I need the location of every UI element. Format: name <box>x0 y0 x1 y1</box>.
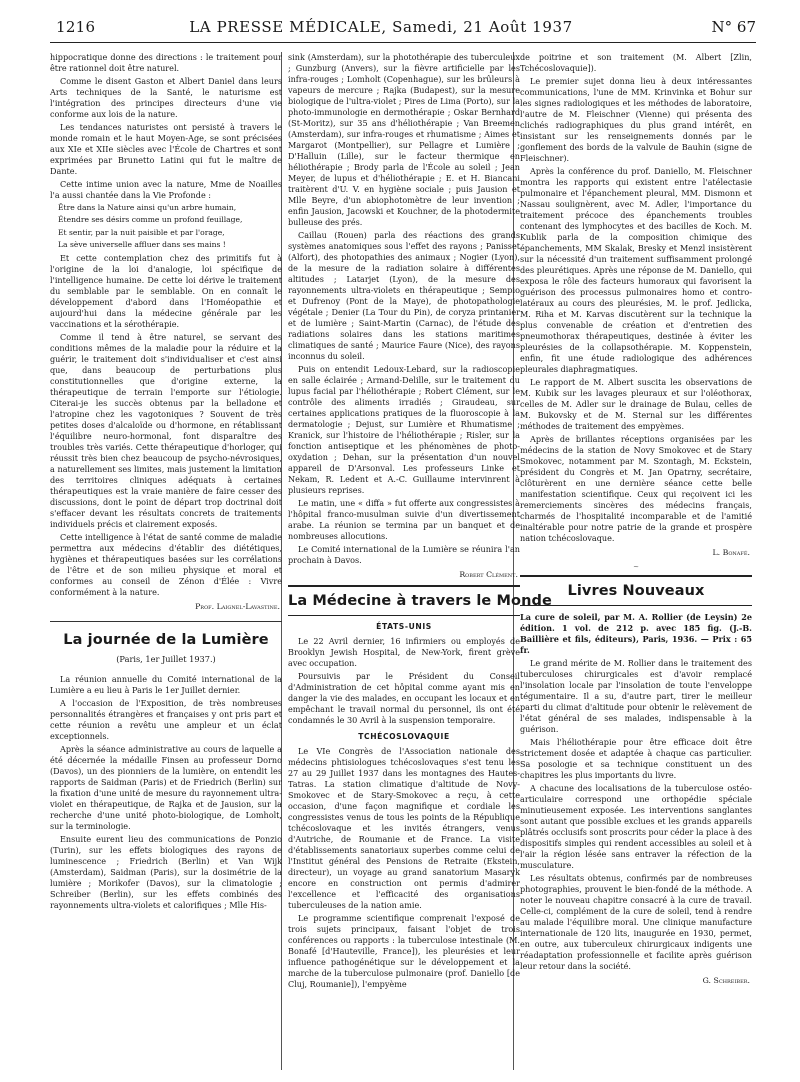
author-signature: Robert Clément. <box>459 570 518 579</box>
paragraph: La réunion annuelle du Comité international de la Lumière a eu lieu à Paris le 1er Juillet dernier. <box>50 673 282 695</box>
page-number: 1216 <box>56 18 96 36</box>
paragraph: Le programme scientifique comprenait l'exposé de trois sujets principaux, faisant l'objet de trois conférences ou rapports : la tuberculose intestinale (M. Bonafé [d'Hauteville, France]), les pleurésies et leur influence pathogénétique sur le développement et la marche de la tuberculose pulmonaire (prof. Daniello [de Cluj, Roumanie]), l'empyème <box>288 913 520 989</box>
column-right <box>520 52 752 991</box>
paragraph: hippocratique donne des directions : le traitement pour être rationnel doit être naturel. <box>50 52 282 73</box>
paragraph: Cette intime union avec la nature, Mme de Noailles l'a aussi chantée dans la Vie Profonde : <box>50 179 282 200</box>
column-left <box>50 52 282 913</box>
country-heading: TCHÉCOSLOVAQUIE <box>358 732 450 741</box>
section-subtitle: (Paris, 1er Juillet 1937.) <box>116 653 216 664</box>
paragraph: Les tendances naturistes ont persisté à travers le monde romain et le haut Moyen-Age, se sont précisées aux XIe et XIIe siècles avec l'École de Chartres et sont exprimées par Brunetto Latini qui fut le maître de Dante. <box>50 122 282 176</box>
ornament-icon: ~ <box>633 563 639 571</box>
paragraph: Après de brillantes réceptions organisées par les médecins de la station de Novy Smokovec et de Stary Smokovec, notamment par M. Szontagh, M. Eckstein, président du Congrès et M. Jan Opatrny, secrétaire, clôturèrent en une dernière séance cette belle manifestation scientifique. Ceux qui reçoivent ici les remerciements sincères des médecins français, charmés de l'hospitalité incomparable et de l'amitié inaltérable pour notre patrie de la grande et prospère nation tchécoslovaque. <box>520 434 752 543</box>
paragraph: de poitrine et son traitement (M. Albert [Zlin, Tchécoslovaquie]). <box>520 52 752 73</box>
paragraph: Comme le disent Gaston et Albert Daniel dans leurs Arts techniques de la Santé, le naturisme est l'intégration des principes directeurs d'une vie conforme aux lois de la nature. <box>50 76 282 119</box>
section-underline <box>288 615 520 616</box>
author-signature: L. Bonafé. <box>712 548 750 557</box>
paragraph: Cette intelligence à l'état de santé comme de maladie permettra aux médecins d'établir des diététiques, hygiènes et thérapeutiques basées sur les corrélations de l'être et de son milieu physique et moral et conformes au conseil de Zénon d'Élée : Vivre conformément à la nature. <box>50 531 282 597</box>
paragraph: Le matin, une « diffa » fut offerte aux congressistes à l'hôpital franco-musulman suivie d'un divertissement arabe. La réunion se termina par un banquet et de nombreuses allocutions. <box>288 498 520 541</box>
paragraph: Ensuite eurent lieu des communications de Ponzio (Turin), sur les effets biologiques des rayons de luminescence ; Friedrich (Berlin) et Van Wijk (Amsterdam), Saidman (Paris), sur la dosimétrie de la lumière ; Morikofer (Davos), sur la climatologie ; Schreiber (Berlin), sur les effets combinés des rayonnements ultra-violets et calorifiques ; Mlle His- <box>50 833 282 910</box>
section-title-medecine-monde: La Médecine à travers le Monde <box>288 593 552 609</box>
issue-number: N° 67 <box>711 18 756 36</box>
paragraph: Le grand mérite de M. Rollier dans le traitement des tuberculoses chirurgicales est d'avoir remplacé l'insolation locale par l'insolation de toute l'enveloppe tégumentaire. Il a su, d'autre part, tirer le meilleur parti du climat d'altitude pour obtenir le relèvement de l'état général de ses malades, indispensable à la guérison. <box>520 658 752 734</box>
paragraph: Le Comité international de la Lumière se réunira l'an prochain à Davos. <box>288 544 520 565</box>
section-separator <box>50 621 282 622</box>
section-separator <box>520 575 752 577</box>
author-signature: Prof. Laignel-Lavastine. <box>195 601 280 611</box>
paragraph: Comme il tend à être naturel, se servant des conditions mêmes de la maladie pour la réduire et la guérir, le traitement doit s'individualiser et c'est ainsi que, dans beaucoup de perturbations plus constitutionnelles que d'origine externe, la thérapeutique de terrain l'emporte sur l'étiologie. Citerai-je les succès obtenus par la belladone et l'atropine chez les vagotoniques ? Souvent de très petites doses d'alcaloïde ou d'hormone, en rétablissant l'équilibre neuro-hormonal, font disparaître des troubles très variés. Cette thérapeutique d'horloger, qui réussit très bien chez beaucoup de psycho-névrosiques, a naturellement ses limites, mais justement la limitation des territoires cliniques adéquats à certaines thérapeutiques est la vraie manière de faire cesser des discussions, dont le point de départ trop doctrinal doit s'effacer devant les résultats concrets de traitements individuels précis et clairement exposés. <box>50 331 282 529</box>
paragraph: Poursuivis par le Président du Conseil d'Administration de cet hôpital comme ayant mis en danger la vie des malades, en occupant les locaux et en empêchant le travail normal du personnel, ils ont été condamnés le 30 Avril à la suspension temporaire. <box>288 671 520 725</box>
paragraph: Mais l'héliothérapie pour être efficace doit être strictement dosée et adaptée à chaque cas particulier. Sa posologie et sa technique constituent un des chapitres les plus importants du livre. <box>520 737 752 780</box>
paragraph: Le rapport de M. Albert suscita les observations de M. Kubik sur les lavages pleuraux et sur l'oléothorax, celles de M. Adler sur le drainage de Bulau, celles de M. Bukovsky et de M. Sternal sur les différentes méthodes de traitement des empyèmes. <box>520 377 752 431</box>
section-separator <box>288 585 520 587</box>
journal-title: LA PRESSE MÉDICALE, Samedi, 21 Août 1937 <box>189 18 573 36</box>
paragraph: A chacune des localisations de la tuberculose ostéo-articulaire correspond une orthopédie spéciale minutieusement exposée. Les interventions sanglantes sont autant que possible exclues et les grands appareils plâtrés occlusifs sont proscrits pour céder la place à des dispositifs simples qui rendent accessibles au soleil et à l'air la région lésée sans entraver la réfection de la musculature. <box>520 783 752 870</box>
page-header <box>50 18 756 40</box>
paragraph: Et cette contemplation chez des primitifs fut à l'origine de la loi d'analogie, loi spécifique de l'intelligence humaine. De cette loi dérive le traitement du semblable par le semblable. On en connaît le développement d'abord dans l'Homéopathie et aujourd'hui dans la médecine générale par les vaccinations et la sérothérapie. <box>50 252 282 329</box>
poem-line: La sève universelle affluer dans ses mains ! <box>58 240 226 250</box>
paragraph: Les résultats obtenus, confirmés par de nombreuses photographies, prouvent le bien-fondé de la méthode. A noter le nouveau chapitre consacré à la cure de travail. Celle-ci, complément de la cure de soleil, tend à rendre au malade l'équilibre moral. Une clinique manufacture internationale de 120 lits, inaugurée en 1930, permet, en outre, aux tuberculeux chirurgicaux indigents une réadaptation professionnelle et facilite après guérison leur retour dans la société. <box>520 873 752 971</box>
author-signature: G. Schreiber. <box>702 976 750 985</box>
poem-line: Étendre ses désirs comme un profond feuillage, <box>58 215 243 225</box>
paragraph: Puis on entendit Ledoux-Lebard, sur la radioscopie en salle éclairée ; Armand-Delille, sur le traitement du lupus facial par l'héliothérapie ; Robert Clément, sur le contrôle des aliments irradiés ; Giraudeau, sur certaines applications pratiques de la fluoroscopie à la dermatologie ; Dejust, sur Lumière et Rhumatisme ; Kranick, sur l'histoire de l'héliothérapie ; Risler, sur la fonction antiseptique et les phénomènes de photo-oxydation ; Dehan, sur la présentation d'un nouvel appareil de D'Arsonval. Les professeurs Linke et Nekam, R. Ledent et A.-C. Guillaume intervinrent à plusieurs reprises. <box>288 364 520 495</box>
header-rule <box>50 42 756 43</box>
paragraph: Après la conférence du prof. Daniello, M. Fleischner montra les rapports qui existent entre l'atélectasie pulmonaire et l'épanchement pleural, MM. Dismonn et Nassau soulignèrent, avec M. Adler, l'importance du traitement précoce des épanchements troubles contenant des lymphocytes et des bacilles de Koch. M. Kublik parla de la composition chimique des épanchements, MM Skalak, Bresky et Menzl insistèrent sur la nécessité d'un traitement suffisamment prolongé des pleurétiques. Après une réponse de M. Daniello, qui exposa le rôle des facteurs humoraux qui favorisent la guérison des processus pulmonaires homo et contro-latéraux au cours des pleurésies, M. le prof. Jedlicka, M. Riha et M. Karvas discutèrent sur la technique la plus convenable de création et d'entretien des pneumothorax thérapeutiques, destinée à éviter les pleurésies de la collapsothérapie. M. Koppenstein, enfin, fit une étude radiologique des adhérences pleurales diaphragmatiques. <box>520 166 752 374</box>
book-reference: La cure de soleil, par M. A. Rollier (de Leysin) 2e édition. 1 vol. de 212 p. avec 185 fig. (J.-B. Baillière et fils, éditeurs), Paris, 1936. — Prix : 65 fr. <box>520 612 752 655</box>
paragraph: sink (Amsterdam), sur la photothérapie des tuberculeux ; Gunzburg (Anvers), sur la fièvre artificielle par les infra-rouges ; Lomholt (Copenhague), sur les brûleurs à vapeurs de mercure ; Rajka (Budapest), sur la mesure biologique de l'ultra-violet ; Pires de Lima (Porto), sur la photo-immunologie en dermothérapie ; Oskar Bernhard (St-Moritz), sur 35 ans d'héliothérapie ; Van Breemen (Amsterdam), sur infra-rouges et rhumatisme ; Aimes et Margarot (Montpellier), sur Pellagre et Lumière ; D'Halluin (Lille), sur le facteur thermique en héliothérapie ; Brody parla de l'École au soleil ; Jean Meyer, de lupus et d'héliothérapie ; E. et H. Biancani traitèrent d'U. V. en hygiène sociale ; puis Jausion et Mlle Beyre, d'un abiophotomètre de leur invention ; enfin Jausion, Jacowski et Kouchner, de la photodermite bulleuse des prés. <box>288 52 520 227</box>
poem-quote <box>50 203 282 251</box>
country-heading: ÉTATS-UNIS <box>376 622 432 631</box>
paragraph: Le premier sujet donna lieu à deux intéressantes communications, l'une de MM. Krinvinka et Bohur sur les signes radiologiques et les méthodes de laboratoire, l'autre de M. Fleischner (Vienne) qui présenta des clichés radiographiques du plus grand intérêt, en insistant sur les renseignements donnés par le gonflement des bords de la valvule de Bauhin (signe de Fleischner). <box>520 76 752 163</box>
poem-line: Et sentir, par la nuit paisible et par l'orage, <box>58 227 225 237</box>
paragraph: A l'occasion de l'Exposition, de très nombreuses personnalités étrangères et françaises y ont pris part et cette réunion a revêtu une ampleur et un éclat exceptionnels. <box>50 697 282 741</box>
paragraph: Le VIe Congrès de l'Association nationale des médecins phtisiologues tchécoslovaques s'est tenu les 27 au 29 Juillet 1937 dans les montagnes des Hautes-Tatras. La station climatique d'altitude de Novy-Smokovec et de Stary-Smokovec a reçu, à cette occasion, d'une façon magnifique et cordiale les congressistes venus de tous les points de la République tchécoslovaque et les invités étrangers, venus d'Autriche, de Roumanie et de France. La visite d'établissements sanatoriaux superbes comme celui de l'Institut général des Pensions de Retraite (Ekstein, directeur), un voyage au grand sanatorium Masaryk encore en construction ont permis d'admirer l'excellence et l'efficacité des organisations tuberculeuses de la nation amie. <box>288 746 520 910</box>
paragraph: Le 22 Avril dernier, 16 infirmiers ou employés de Brooklyn Jewish Hospital, de New-York, firent grève avec occupation. <box>288 636 520 668</box>
section-title-lumiere: La journée de la Lumière <box>63 631 269 648</box>
section-underline <box>520 605 752 606</box>
poem-line: Être dans la Nature ainsi qu'un arbre humain, <box>58 203 237 212</box>
paragraph: Caillau (Rouen) parla des réactions des grands systèmes anatomiques sous l'effet des rayons ; Panisset (Alfort), des photopathies des animaux ; Nogier (Lyon), de la mesure de la radiation solaire à différentes altitudes ; Latarjet (Lyon), de la mesure des rayonnements ultra-violets en thérapeutique ; Sempio et Dufrenoy (Pont de la Maye), de photopathologie végétale ; Denier (La Tour du Pin), de coryza printanier et de lumière ; Saint-Martin (Carnac), de l'étude des radiations solaires dans les stations maritimes climatiques de santé ; Maurice Faure (Nice), des rayons inconnus du soleil. <box>288 230 520 361</box>
section-title-livres: Livres Nouveaux <box>567 583 705 599</box>
paragraph: Après la séance administrative au cours de laquelle a été décernée la médaille Finsen au professeur Dorno (Davos), un des pionniers de la lumière, on entendit les rapports de Saidman (Paris) et de Friedrich (Berlin) sur la fixation d'une unité de mesure du rayonnement ultra-violet en thérapeutique, de Rajka et de Jausion, sur la recherche d'une unité photo-biologique, de Lomholt, sur la terminologie. <box>50 743 282 831</box>
column-middle <box>288 52 552 992</box>
